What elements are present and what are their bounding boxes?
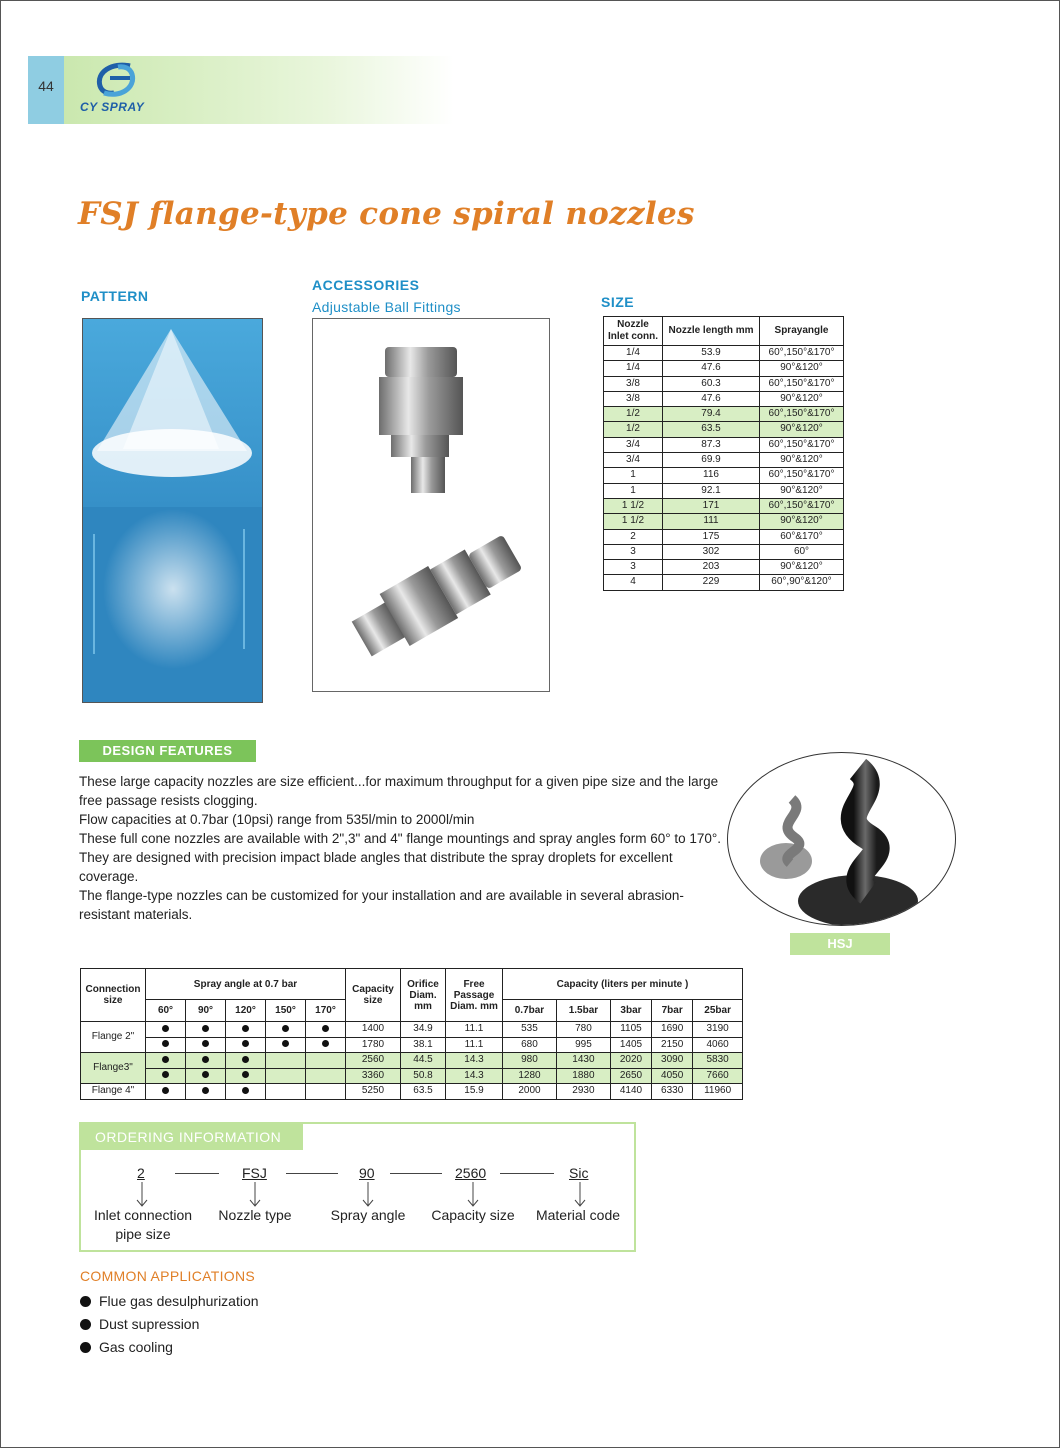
available-dot-icon — [242, 1040, 249, 1047]
available-dot-icon — [242, 1025, 249, 1032]
order-dash — [286, 1173, 338, 1174]
design-paragraph: They are designed with precision impact blade angles that distribute the spray droplets for excellent coverage. — [79, 850, 673, 884]
capacity-cell: 680 — [503, 1037, 557, 1053]
design-paragraph: The flange-type nozzles can be customized for your installation and are available in several abrasion-resistant materials. — [79, 888, 684, 922]
table-row — [604, 468, 844, 483]
size-cell-inlet: 4 — [604, 575, 663, 590]
table-row — [604, 544, 844, 559]
size-cell-angle: 60°,150°&170° — [760, 498, 844, 513]
angle-availability-cell — [266, 1084, 306, 1100]
accessories-label: ACCESSORIES — [312, 277, 420, 293]
bullet-icon — [80, 1296, 91, 1307]
accessories-subtitle: Adjustable Ball Fittings — [312, 299, 461, 315]
available-dot-icon — [202, 1056, 209, 1063]
size-cell-inlet: 1 1/2 — [604, 514, 663, 529]
col-orifice-diam: Orifice Diam. mm — [401, 969, 446, 1022]
size-header-length: Nozzle length mm — [663, 317, 760, 346]
size-cell-angle: 60°,150°&170° — [760, 437, 844, 452]
page-number: 44 — [38, 78, 54, 94]
size-cell-angle: 90°&120° — [760, 453, 844, 468]
table-row — [604, 391, 844, 406]
applications-label: COMMON APPLICATIONS — [80, 1268, 256, 1284]
capacity-cell: 1690 — [652, 1022, 693, 1038]
size-cell-angle: 90°&120° — [760, 391, 844, 406]
size-cell-inlet: 3 — [604, 544, 663, 559]
col-pressure: 25bar — [693, 1000, 743, 1022]
size-cell-inlet: 2 — [604, 529, 663, 544]
order-dash — [175, 1173, 219, 1174]
capacity-cell: 3090 — [652, 1053, 693, 1069]
ball-fittings-photo — [312, 318, 550, 692]
order-dash — [500, 1173, 554, 1174]
capacity-cell: 780 — [556, 1022, 610, 1038]
size-cell-length: 171 — [663, 498, 760, 513]
available-dot-icon — [162, 1040, 169, 1047]
capacity-cell: 2020 — [610, 1053, 651, 1069]
available-dot-icon — [162, 1056, 169, 1063]
down-arrow-icon — [467, 1182, 479, 1208]
table-cell-free: 15.9 — [446, 1084, 503, 1100]
spray-pattern-photo — [82, 318, 263, 703]
capacity-cell: 1405 — [610, 1037, 651, 1053]
connection-size-cell: Flange3" — [81, 1053, 146, 1084]
size-cell-inlet: 3/4 — [604, 437, 663, 452]
angle-availability-cell — [186, 1084, 226, 1100]
size-cell-length: 63.5 — [663, 422, 760, 437]
available-dot-icon — [242, 1056, 249, 1063]
table-row — [604, 361, 844, 376]
pattern-label: PATTERN — [81, 288, 149, 304]
size-cell-angle: 90°&120° — [760, 514, 844, 529]
order-code-angle: 90 — [359, 1165, 375, 1181]
table-cell-cap: 1780 — [346, 1037, 401, 1053]
table-row — [81, 1068, 743, 1084]
table-cell-free: 11.1 — [446, 1022, 503, 1038]
available-dot-icon — [202, 1025, 209, 1032]
size-table — [603, 316, 844, 591]
angle-availability-cell — [266, 1053, 306, 1069]
table-row — [604, 346, 844, 361]
angle-availability-cell — [306, 1068, 346, 1084]
bullet-icon — [80, 1342, 91, 1353]
angle-availability-cell — [306, 1037, 346, 1053]
angle-availability-cell — [266, 1037, 306, 1053]
capacity-cell: 1880 — [556, 1068, 610, 1084]
order-code-capacity: 2560 — [455, 1165, 487, 1181]
capacity-cell: 980 — [503, 1053, 557, 1069]
size-cell-inlet: 3/8 — [604, 391, 663, 406]
size-cell-length: 87.3 — [663, 437, 760, 452]
table-cell-free: 14.3 — [446, 1053, 503, 1069]
table-cell-orifice: 63.5 — [401, 1084, 446, 1100]
available-dot-icon — [202, 1071, 209, 1078]
capacity-cell: 2930 — [556, 1084, 610, 1100]
table-cell-cap: 5250 — [346, 1084, 401, 1100]
col-free-passage: Free Passage Diam. mm — [446, 969, 503, 1022]
angle-availability-cell — [186, 1022, 226, 1038]
angle-availability-cell — [266, 1022, 306, 1038]
size-cell-inlet: 1 — [604, 483, 663, 498]
table-row — [604, 560, 844, 575]
size-cell-length: 116 — [663, 468, 760, 483]
size-cell-angle: 90°&120° — [760, 560, 844, 575]
table-cell-free: 14.3 — [446, 1068, 503, 1084]
hsj-nozzle-photo — [727, 752, 956, 926]
table-cell-orifice: 38.1 — [401, 1037, 446, 1053]
angle-availability-cell — [146, 1068, 186, 1084]
applications-list — [80, 1290, 259, 1359]
capacity-cell: 2000 — [503, 1084, 557, 1100]
size-cell-inlet: 3/8 — [604, 376, 663, 391]
available-dot-icon — [162, 1071, 169, 1078]
table-row — [604, 422, 844, 437]
down-arrow-icon — [574, 1182, 586, 1208]
bullet-icon — [80, 1319, 91, 1330]
capacity-cell: 1430 — [556, 1053, 610, 1069]
available-dot-icon — [202, 1040, 209, 1047]
capacity-cell: 995 — [556, 1037, 610, 1053]
table-row — [604, 498, 844, 513]
col-connection-size: Connection size — [81, 969, 146, 1022]
size-cell-inlet: 1 1/2 — [604, 498, 663, 513]
capacity-cell: 4060 — [693, 1037, 743, 1053]
size-cell-length: 69.9 — [663, 453, 760, 468]
angle-availability-cell — [306, 1084, 346, 1100]
col-angle: 150° — [266, 1000, 306, 1022]
size-cell-angle: 90°&120° — [760, 422, 844, 437]
table-row — [81, 1053, 743, 1069]
size-cell-length: 175 — [663, 529, 760, 544]
hsj-label: HSJ — [790, 933, 890, 955]
available-dot-icon — [162, 1025, 169, 1032]
capacity-cell: 11960 — [693, 1084, 743, 1100]
available-dot-icon — [322, 1040, 329, 1047]
brand-name: CY SPRAY — [80, 100, 145, 114]
order-desc-capacity: Capacity size — [431, 1207, 515, 1223]
table-row — [81, 1037, 743, 1053]
capacity-cell: 5830 — [693, 1053, 743, 1069]
size-cell-inlet: 1/2 — [604, 407, 663, 422]
design-paragraph: These full cone nozzles are available with 2",3" and 4" flange mountings and spray angles form 60° to 170°. — [79, 831, 722, 846]
capacity-cell: 2150 — [652, 1037, 693, 1053]
size-cell-length: 302 — [663, 544, 760, 559]
size-cell-length: 60.3 — [663, 376, 760, 391]
order-desc-angle: Spray angle — [330, 1207, 406, 1223]
size-cell-angle: 90°&120° — [760, 483, 844, 498]
order-desc-material: Material code — [535, 1207, 621, 1223]
size-cell-length: 111 — [663, 514, 760, 529]
table-row — [604, 529, 844, 544]
size-cell-inlet: 1/4 — [604, 361, 663, 376]
ordering-info-label: ORDERING INFORMATION — [81, 1124, 303, 1150]
angle-availability-cell — [226, 1084, 266, 1100]
capacity-cell: 2650 — [610, 1068, 651, 1084]
angle-availability-cell — [226, 1053, 266, 1069]
col-pressure: 0.7bar — [503, 1000, 557, 1022]
capacity-cell: 1280 — [503, 1068, 557, 1084]
order-desc-inlet: Inlet connection pipe size — [93, 1207, 193, 1242]
flow-capacity-table — [80, 968, 743, 1100]
available-dot-icon — [282, 1040, 289, 1047]
col-pressure: 7bar — [652, 1000, 693, 1022]
table-row — [604, 483, 844, 498]
col-angle: 170° — [306, 1000, 346, 1022]
table-row — [604, 575, 844, 590]
angle-availability-cell — [146, 1037, 186, 1053]
size-cell-angle: 90°&120° — [760, 361, 844, 376]
col-capacity-lpm: Capacity (liters per minute ) — [503, 969, 743, 1000]
table-cell-cap: 2560 — [346, 1053, 401, 1069]
list-item — [80, 1336, 259, 1359]
available-dot-icon — [242, 1071, 249, 1078]
capacity-cell: 4140 — [610, 1084, 651, 1100]
list-item — [80, 1290, 259, 1313]
col-angle: 90° — [186, 1000, 226, 1022]
connection-size-cell: Flange 2" — [81, 1022, 146, 1053]
application-item: Gas cooling — [99, 1339, 173, 1355]
col-angle: 60° — [146, 1000, 186, 1022]
size-cell-angle: 60° — [760, 544, 844, 559]
order-desc-type: Nozzle type — [218, 1207, 292, 1223]
size-cell-inlet: 1/2 — [604, 422, 663, 437]
size-header-inlet: Nozzle Inlet conn. — [604, 317, 663, 346]
size-cell-inlet: 1 — [604, 468, 663, 483]
design-features-label: DESIGN FEATURES — [79, 740, 256, 762]
table-row — [604, 407, 844, 422]
angle-availability-cell — [146, 1053, 186, 1069]
table-row — [604, 437, 844, 452]
design-features-text — [79, 772, 729, 924]
table-row — [604, 376, 844, 391]
size-cell-angle: 60°,90°&120° — [760, 575, 844, 590]
size-cell-length: 47.6 — [663, 361, 760, 376]
angle-availability-cell — [226, 1022, 266, 1038]
capacity-cell: 4050 — [652, 1068, 693, 1084]
table-cell-orifice: 50.8 — [401, 1068, 446, 1084]
angle-availability-cell — [146, 1084, 186, 1100]
table-row — [604, 453, 844, 468]
cy-spray-logo-icon — [90, 60, 142, 100]
size-cell-length: 47.6 — [663, 391, 760, 406]
table-row — [604, 514, 844, 529]
col-pressure: 3bar — [610, 1000, 651, 1022]
angle-availability-cell — [226, 1068, 266, 1084]
available-dot-icon — [202, 1087, 209, 1094]
table-cell-orifice: 44.5 — [401, 1053, 446, 1069]
order-dash — [390, 1173, 442, 1174]
list-item — [80, 1313, 259, 1336]
size-cell-inlet: 3/4 — [604, 453, 663, 468]
table-row — [81, 1022, 743, 1038]
size-cell-length: 53.9 — [663, 346, 760, 361]
size-cell-angle: 60°,150°&170° — [760, 407, 844, 422]
down-arrow-icon — [362, 1182, 374, 1208]
angle-availability-cell — [306, 1053, 346, 1069]
angle-availability-cell — [186, 1068, 226, 1084]
connection-size-cell: Flange 4" — [81, 1084, 146, 1100]
size-cell-inlet: 3 — [604, 560, 663, 575]
table-cell-cap: 3360 — [346, 1068, 401, 1084]
design-paragraph: These large capacity nozzles are size efficient...for maximum throughput for a given pipe size and the large free passage resists clogging. — [79, 774, 719, 808]
size-cell-length: 203 — [663, 560, 760, 575]
col-angle: 120° — [226, 1000, 266, 1022]
size-cell-angle: 60°&170° — [760, 529, 844, 544]
table-cell-orifice: 34.9 — [401, 1022, 446, 1038]
col-capacity-size: Capacity size — [346, 969, 401, 1022]
capacity-cell: 3190 — [693, 1022, 743, 1038]
capacity-cell: 7660 — [693, 1068, 743, 1084]
angle-availability-cell — [266, 1068, 306, 1084]
application-item: Flue gas desulphurization — [99, 1293, 259, 1309]
application-item: Dust supression — [99, 1316, 200, 1332]
angle-availability-cell — [146, 1022, 186, 1038]
down-arrow-icon — [249, 1182, 261, 1208]
size-cell-length: 92.1 — [663, 483, 760, 498]
table-cell-cap: 1400 — [346, 1022, 401, 1038]
page-title: FSJ flange-type cone spiral nozzles — [78, 196, 695, 232]
capacity-cell: 1105 — [610, 1022, 651, 1038]
available-dot-icon — [322, 1025, 329, 1032]
order-code-inlet: 2 — [137, 1165, 145, 1181]
capacity-cell: 6330 — [652, 1084, 693, 1100]
table-row — [81, 1084, 743, 1100]
order-code-material: Sic — [569, 1165, 589, 1181]
size-cell-length: 79.4 — [663, 407, 760, 422]
available-dot-icon — [242, 1087, 249, 1094]
size-cell-angle: 60°,150°&170° — [760, 468, 844, 483]
angle-availability-cell — [306, 1022, 346, 1038]
col-spray-angle: Spray angle at 0.7 bar — [146, 969, 346, 1000]
angle-availability-cell — [186, 1037, 226, 1053]
size-cell-length: 229 — [663, 575, 760, 590]
available-dot-icon — [162, 1087, 169, 1094]
size-cell-angle: 60°,150°&170° — [760, 376, 844, 391]
angle-availability-cell — [186, 1053, 226, 1069]
size-header-angle: Sprayangle — [760, 317, 844, 346]
angle-availability-cell — [226, 1037, 266, 1053]
available-dot-icon — [282, 1025, 289, 1032]
size-cell-inlet: 1/4 — [604, 346, 663, 361]
col-pressure: 1.5bar — [556, 1000, 610, 1022]
design-paragraph: Flow capacities at 0.7bar (10psi) range from 535l/min to 2000l/min — [79, 812, 475, 827]
capacity-cell: 535 — [503, 1022, 557, 1038]
table-cell-free: 11.1 — [446, 1037, 503, 1053]
down-arrow-icon — [136, 1182, 148, 1208]
size-cell-angle: 60°,150°&170° — [760, 346, 844, 361]
order-code-type: FSJ — [242, 1165, 267, 1181]
size-label: SIZE — [601, 294, 635, 310]
